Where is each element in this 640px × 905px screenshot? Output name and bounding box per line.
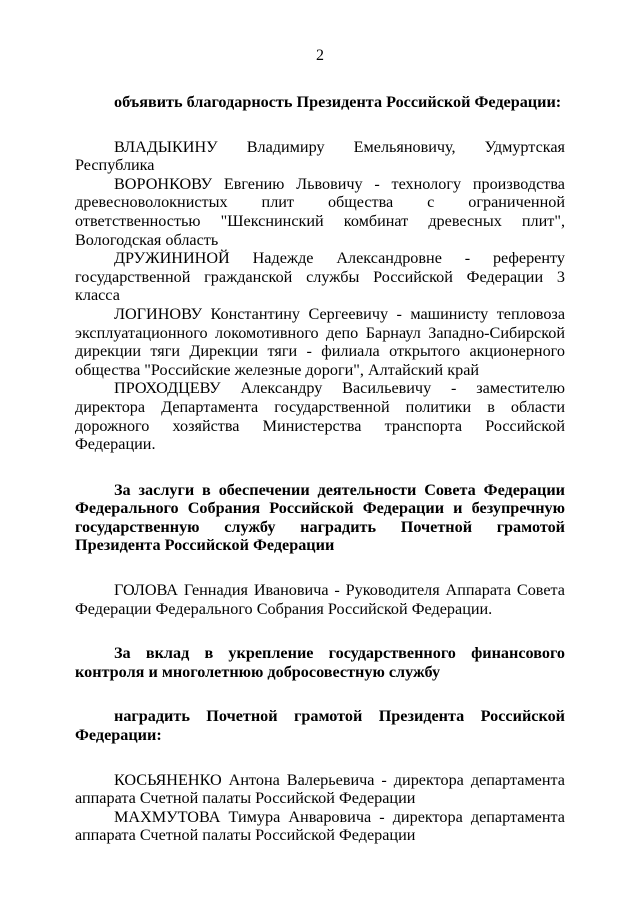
award-entry: ВЛАДЫКИНУ Владимиру Емельяновичу, Удмуртская Республика bbox=[75, 137, 565, 175]
section3-list bbox=[75, 771, 565, 845]
award-entry: ВОРОНКОВУ Евгению Львовичу - технологу производства древесноволокнистых плит общества с ограниченной ответственностью "Шекснинский комбинат древесных плит", Вологодская область bbox=[75, 174, 565, 249]
section3-subheading: наградить Почетной грамотой Президента Российской Федерации: bbox=[75, 707, 565, 745]
document-body bbox=[75, 93, 565, 845]
award-entry: ПРОХОДЦЕВУ Александру Васильевичу - заместителю директора Департамента государственной политики в области дорожного хозяйства Министерства транспорта Российской Федерации. bbox=[75, 379, 565, 454]
section1-heading: объявить благодарность Президента Российской Федерации: bbox=[114, 93, 562, 111]
section2-heading: За заслуги в обеспечении деятельности Совета Федерации Федерального Собрания Российской Федерации и безупречную государственную службу наградить Почетной грамотой Президента Российской Федерации bbox=[75, 480, 565, 555]
award-entry: ГОЛОВА Геннадия Ивановича - Руководителя Аппарата Совета Федерации Федерального Собрания Российской Федерации. bbox=[75, 581, 565, 618]
award-entry: КОСЬЯНЕНКО Антона Валерьевича - директора департамента аппарата Счетной палаты Российской Федерации bbox=[75, 770, 565, 808]
award-entry: ДРУЖИНИНОЙ Надежде Александровне - референту государственной гражданской службы Российской Федерации 3 класса bbox=[75, 249, 565, 305]
section1-list bbox=[75, 138, 565, 454]
section3-heading: За вклад в укрепление государственного финансового контроля и многолетнюю добросовестную службу bbox=[75, 644, 565, 681]
award-entry: ЛОГИНОВУ Константину Сергеевичу - машинисту тепловоза эксплуатационного локомотивного депо Барнаул Западно-Сибирской дирекции тяги Дирекции тяги - филиала открытого акционерного общества "Российские железные дороги", Алтайский край bbox=[75, 304, 565, 379]
section2-list bbox=[75, 581, 565, 618]
page-number: 2 bbox=[316, 47, 324, 64]
award-entry: МАХМУТОВА Тимура Анваровича - директора департамента аппарата Счетной палаты Российской Федерации bbox=[75, 807, 565, 845]
